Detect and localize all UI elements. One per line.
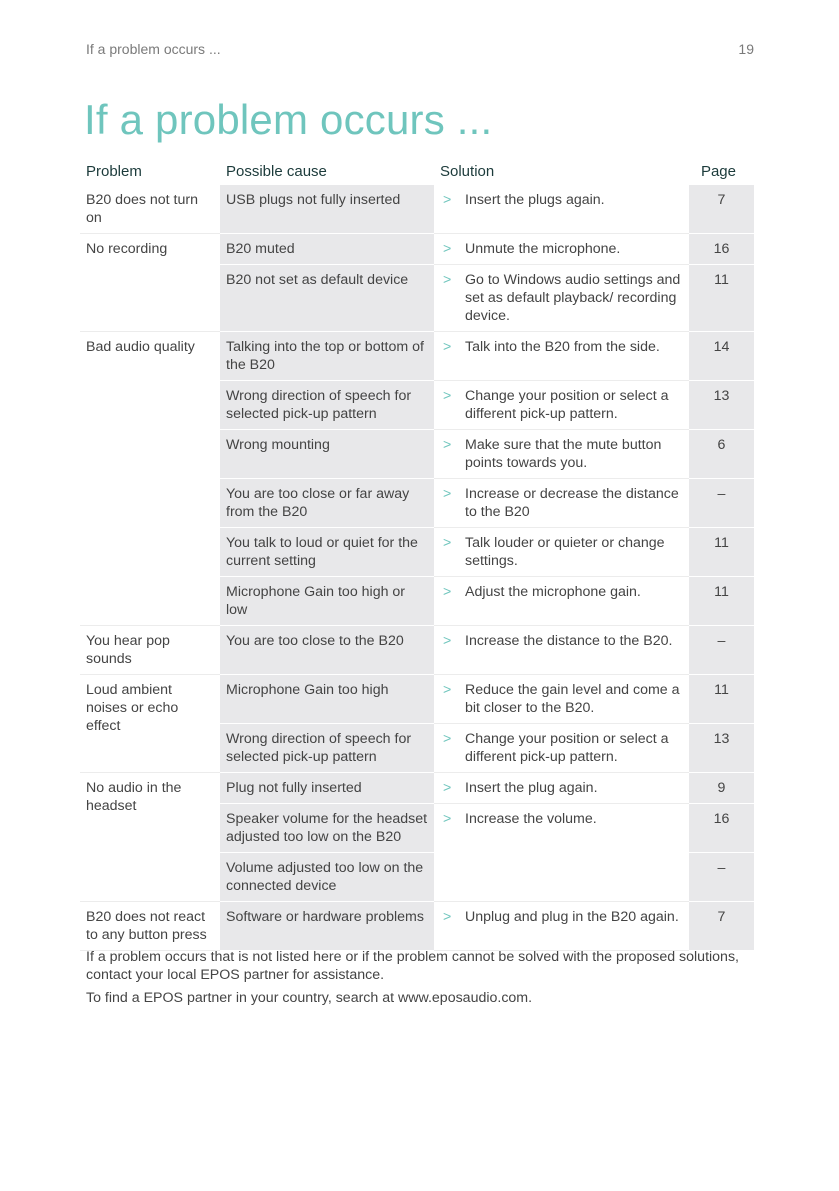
header-possible-cause: Possible cause [226,163,327,180]
arrow-icon: > [443,909,452,925]
solution-text: Insert the plugs again. [465,192,605,208]
solution-text: Change your position or select a different pick-up pattern. [465,388,669,422]
solution-cell [434,626,689,675]
solution-cell [434,724,689,773]
solution-cell [434,528,689,577]
cause-cell: Talking into the top or bottom of the B20 [220,332,434,381]
solution-cell [434,430,689,479]
problem-cell: No recording [80,234,220,332]
solution-text: Increase the distance to the B20. [465,633,673,649]
solution-cell [434,479,689,528]
problem-cell: Bad audio quality [80,332,220,626]
table-row [80,185,754,234]
solution-cell [434,332,689,381]
arrow-icon: > [443,731,452,747]
cause-cell: Plug not fully inserted [220,773,434,804]
troubleshooting-table [80,159,754,951]
arrow-icon: > [443,682,452,698]
solution-cell [434,577,689,626]
solution-text: Go to Windows audio settings and set as default playback/ recording device. [465,272,681,324]
header-page: Page [700,163,736,180]
solution-cell [434,234,689,265]
page-ref: 6 [689,430,754,479]
cause-cell: USB plugs not fully inserted [220,185,434,234]
arrow-icon: > [443,339,452,355]
table-row [80,332,754,381]
problem-cell: B20 does not react to any button press [80,902,220,951]
table-row [80,234,754,265]
page-number: 19 [738,41,754,57]
table-row [80,902,754,951]
solution-cell [434,381,689,430]
solution-text: Adjust the microphone gain. [465,584,641,600]
page-ref: 11 [689,675,754,724]
cause-cell: Volume adjusted too low on the connected device [220,853,434,902]
solution-cell [434,902,689,951]
cause-cell: Wrong mounting [220,430,434,479]
arrow-icon: > [443,535,452,551]
arrow-icon: > [443,388,452,404]
table-row [80,626,754,675]
arrow-icon: > [443,437,452,453]
arrow-icon: > [443,584,452,600]
arrow-icon: > [443,486,452,502]
table-row [80,773,754,804]
table-row [80,675,754,724]
arrow-icon: > [443,780,452,796]
arrow-icon: > [443,241,452,257]
header-problem: Problem [86,163,142,180]
solution-cell [434,773,689,804]
page-ref: 11 [689,265,754,332]
page-ref: 16 [689,804,754,853]
solution-cell [434,804,689,902]
cause-cell: You talk to loud or quiet for the current setting [220,528,434,577]
solution-text: Talk louder or quieter or change settings. [465,535,665,569]
page-ref: 9 [689,773,754,804]
page-title: If a problem occurs ... [84,96,493,143]
solution-text: Insert the plug again. [465,780,598,796]
page-ref: 11 [689,577,754,626]
solution-text: Unplug and plug in the B20 again. [465,909,679,925]
arrow-icon: > [443,192,452,208]
solution-text: Increase the volume. [465,811,597,827]
header-solution: Solution [440,163,495,180]
page-ref: 13 [689,724,754,773]
cause-cell: B20 not set as default device [220,265,434,332]
page-ref: 13 [689,381,754,430]
cause-cell: B20 muted [220,234,434,265]
page-ref: 16 [689,234,754,265]
solution-text: Unmute the microphone. [465,241,621,257]
problem-cell: B20 does not turn on [80,185,220,234]
solution-text: Increase or decrease the distance to the B20 [465,486,679,520]
page-ref: 11 [689,528,754,577]
cause-cell: Software or hardware problems [220,902,434,951]
solution-cell [434,185,689,234]
cause-cell: You are too close to the B20 [220,626,434,675]
table-header-row [80,159,754,185]
footer-note: If a problem occurs that is not listed here or if the problem cannot be solved with the proposed solutions, contact your local EPOS partner for assistance. [86,949,739,983]
page-ref: 7 [689,902,754,951]
cause-cell: Speaker volume for the headset adjusted too low on the B20 [220,804,434,853]
problem-cell: Loud ambient noises or echo effect [80,675,220,773]
arrow-icon: > [443,633,452,649]
solution-cell [434,265,689,332]
page-ref: 14 [689,332,754,381]
cause-cell: Wrong direction of speech for selected pick-up pattern [220,381,434,430]
page-ref: – [689,853,754,902]
footer-partner-info: To find a EPOS partner in your country, search at www.eposaudio.com. [86,990,533,1006]
cause-cell: Wrong direction of speech for selected pick-up pattern [220,724,434,773]
page-ref: 7 [689,185,754,234]
cause-cell: Microphone Gain too high [220,675,434,724]
arrow-icon: > [443,272,452,288]
solution-text: Change your position or select a different pick-up pattern. [465,731,669,765]
page-ref: – [689,626,754,675]
page-ref: – [689,479,754,528]
running-header: If a problem occurs ... [86,41,221,57]
cause-cell: You are too close or far away from the B20 [220,479,434,528]
problem-cell: You hear pop sounds [80,626,220,675]
solution-text: Talk into the B20 from the side. [465,339,660,355]
solution-text: Make sure that the mute button points towards you. [465,437,662,471]
solution-text: Reduce the gain level and come a bit closer to the B20. [465,682,680,716]
arrow-icon: > [443,811,452,827]
solution-cell [434,675,689,724]
cause-cell: Microphone Gain too high or low [220,577,434,626]
problem-cell: No audio in the headset [80,773,220,902]
